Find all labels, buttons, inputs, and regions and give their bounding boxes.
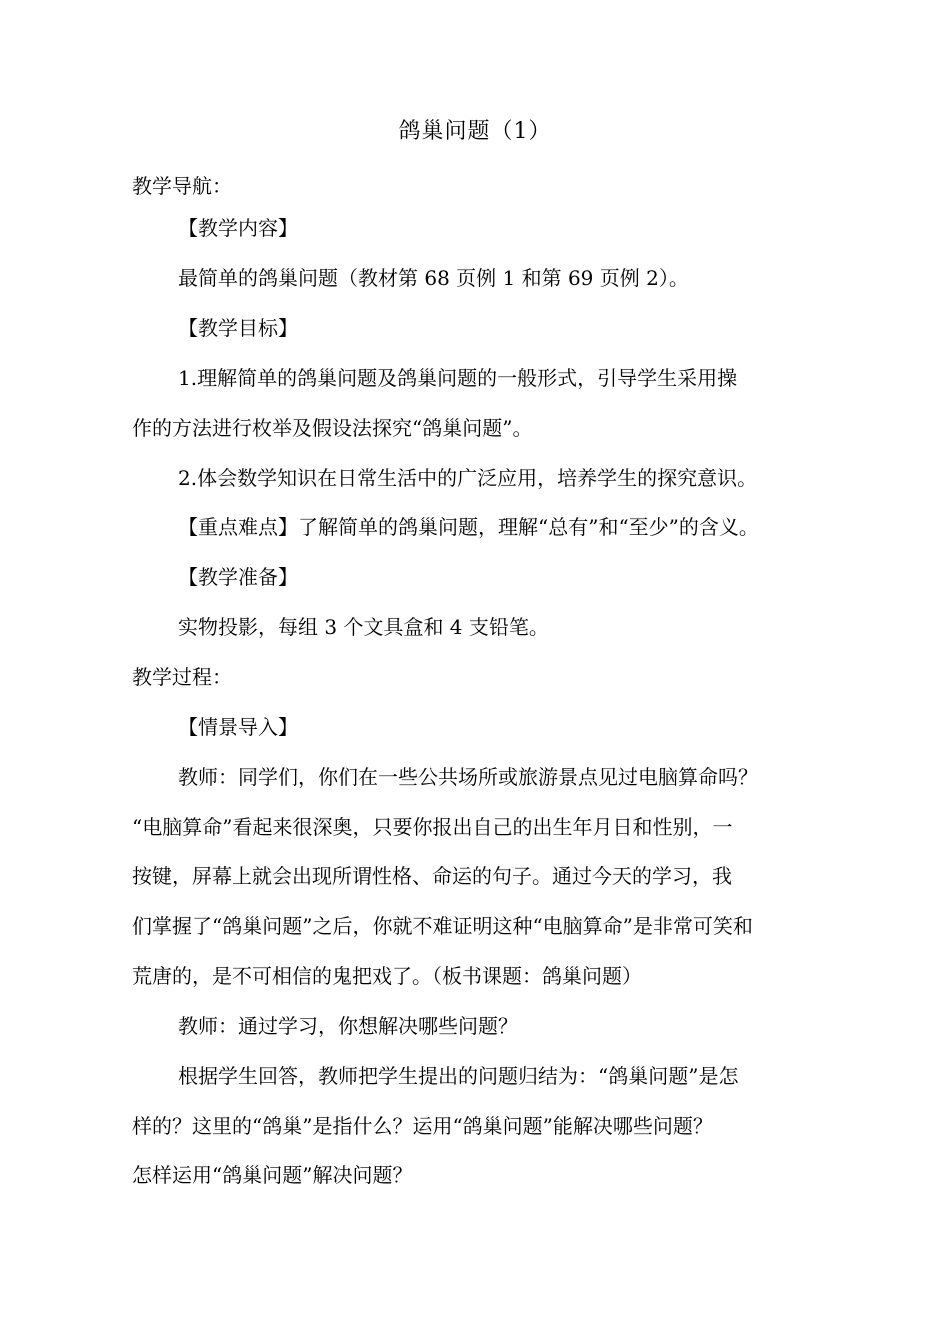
section-heading-teaching-process: 教学过程： xyxy=(132,665,232,689)
section-heading-teaching-content: 【教学内容】 xyxy=(178,216,298,240)
paragraph-summary-line-2: 样的？这里的“鸽巢”是指什么？运用“鸽巢问题”能解决哪些问题？ xyxy=(132,1114,713,1138)
paragraph-key-difficulties: 【重点难点】了解简单的鸽巢问题，理解“总有”和“至少”的含义。 xyxy=(178,515,759,539)
paragraph-intro-line-3: 按键，屏幕上就会出现所谓性格、命运的句子。通过今天的学习，我 xyxy=(132,864,732,888)
document-title: 鸽巢问题（1） xyxy=(398,119,552,144)
paragraph-preparation: 实物投影，每组 3 个文具盒和 4 支铅笔。 xyxy=(178,615,549,639)
section-heading-teaching-preparation: 【教学准备】 xyxy=(178,565,298,589)
paragraph-goal-1-line-1: 1.理解简单的鸽巢问题及鸽巢问题的一般形式，引导学生采用操 xyxy=(178,366,738,390)
paragraph-intro-line-2: “电脑算命”看起来很深奥，只要你报出自己的出生年月日和性别，一 xyxy=(132,815,733,839)
paragraph-intro-line-4: 们掌握了“鸽巢问题”之后，你就不难证明这种“电脑算命”是非常可笑和 xyxy=(132,914,753,938)
paragraph-summary-line-1: 根据学生回答，教师把学生提出的问题归结为：“鸽巢问题”是怎 xyxy=(178,1064,739,1088)
section-heading-teaching-guide: 教学导航： xyxy=(132,174,232,198)
paragraph-teaching-content: 最简单的鸽巢问题（教材第 68 页例 1 和第 69 页例 2）。 xyxy=(178,266,689,290)
paragraph-intro-line-5: 荒唐的，是不可相信的鬼把戏了。（板书课题：鸽巢问题） xyxy=(132,964,642,988)
paragraph-teacher-question: 教师：通过学习，你想解决哪些问题？ xyxy=(178,1014,518,1038)
paragraph-goal-2: 2.体会数学知识在日常生活中的广泛应用，培养学生的探究意识。 xyxy=(178,466,758,490)
paragraph-goal-1-line-2: 作的方法进行枚举及假设法探究“鸽巢问题”。 xyxy=(132,416,533,440)
section-heading-scenario-intro: 【情景导入】 xyxy=(178,715,298,739)
section-heading-teaching-goals: 【教学目标】 xyxy=(178,316,298,340)
paragraph-intro-line-1: 教师：同学们，你们在一些公共场所或旅游景点见过电脑算命吗？ xyxy=(178,765,758,789)
paragraph-summary-line-3: 怎样运用“鸽巢问题”解决问题？ xyxy=(132,1163,413,1187)
